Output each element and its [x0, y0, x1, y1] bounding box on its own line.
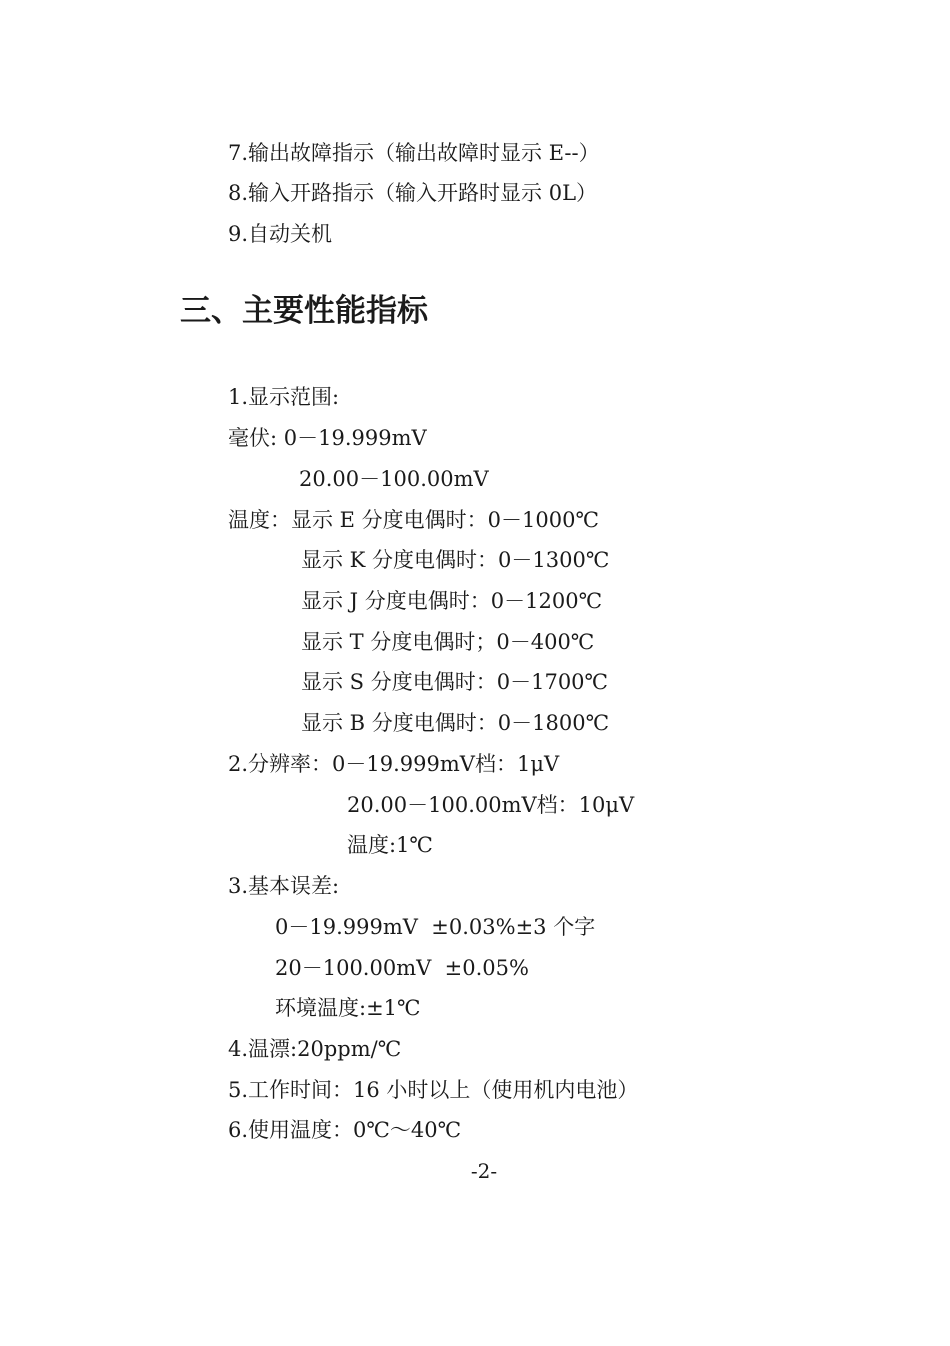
resolution-line3: 温度:1℃	[347, 833, 433, 857]
temperature-drift: 4.温漂:20ppm/℃	[228, 1037, 402, 1061]
temperature-range-s: 显示 S 分度电偶时：0－1700℃	[301, 670, 609, 694]
basic-error-line2: 20－100.00mV ±0.05%	[275, 956, 529, 980]
temperature-range-b: 显示 B 分度电偶时：0－1800℃	[301, 711, 610, 735]
temperature-range-k: 显示 K 分度电偶时：0－1300℃	[301, 548, 610, 572]
basic-error-line1: 0－19.999mV ±0.03%±3 个字	[275, 915, 596, 939]
temperature-range-t: 显示 T 分度电偶时；0－400℃	[301, 630, 595, 654]
working-time: 5.工作时间：16 小时以上（使用机内电池）	[228, 1078, 639, 1102]
millivolt-range-line1: 毫伏: 0－19.999mV	[228, 426, 427, 450]
feature-item-7: 7.输出故障指示（输出故障时显示 E--）	[228, 141, 600, 165]
page-number: -2-	[470, 1159, 498, 1183]
resolution-line2: 20.00－100.00mV档：10μV	[347, 793, 635, 817]
temperature-range-e: 温度：显示 E 分度电偶时：0－1000℃	[228, 508, 599, 532]
feature-item-8: 8.输入开路指示（输入开路时显示 0L）	[228, 181, 598, 205]
operating-temperature: 6.使用温度：0℃～40℃	[228, 1118, 462, 1142]
basic-error-line3: 环境温度:±1℃	[275, 996, 421, 1020]
resolution-line1: 2.分辨率：0－19.999mV档：1μV	[228, 752, 560, 776]
display-range-title: 1.显示范围:	[228, 385, 340, 409]
section-title: 三、主要性能指标	[180, 293, 428, 329]
basic-error-title: 3.基本误差:	[228, 874, 340, 898]
millivolt-range-line2: 20.00－100.00mV	[299, 467, 489, 491]
feature-item-9: 9.自动关机	[228, 222, 333, 246]
temperature-range-j: 显示 J 分度电偶时：0－1200℃	[301, 589, 603, 613]
